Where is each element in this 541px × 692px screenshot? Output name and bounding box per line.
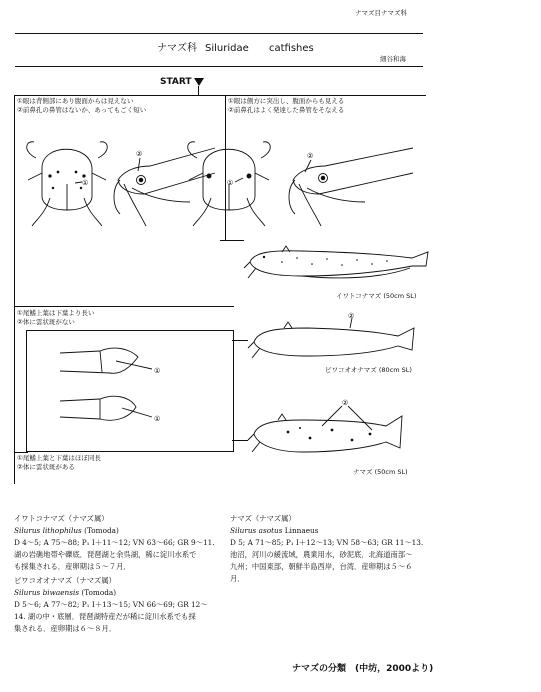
key-left-line — [14, 95, 15, 484]
title-rule-bottom — [15, 66, 423, 67]
couplet-d2: ②体に雲状斑がある — [17, 463, 75, 471]
species-label-iwatoko: イワトコナマズ (50cm SL) — [336, 292, 417, 300]
desc-heading-namazu: ナマズ（ナマズ属） — [230, 514, 296, 523]
couplet-a1: ①眼は背側部にあり腹面からは見えない — [17, 97, 134, 105]
desc-latin-namazu: Silurus asotus Linnaeus — [230, 526, 319, 535]
family-en: catfishes — [269, 43, 314, 54]
title-rule-top — [15, 33, 423, 34]
key-level2-line — [14, 306, 234, 307]
desc-line-namazu-4: 月． — [230, 574, 245, 583]
figure-caption: ナマズの分類 (中坊，2000より) — [292, 664, 434, 674]
couplet-b1: ①眼は側方に突出し、腹面からも見える — [228, 97, 345, 105]
desc-line-biwako-3: 集される．産卵期は６～８月． — [14, 624, 117, 633]
desc-latin-biwako: Silurus biwaensis (Tomoda) — [14, 588, 117, 597]
callout-1-right: ① — [227, 179, 234, 187]
callout-2-left: ② — [136, 150, 143, 158]
key-level2-line-b — [14, 452, 28, 453]
desc-heading-iwatoko: イワトコナマズ（ナマズ属） — [14, 514, 109, 523]
desc-line-namazu-1: D 5; A 71～85; P₁ I＋12～13; VN 58～63; GR 11～13. — [230, 538, 424, 547]
head-illustration-left — [20, 118, 220, 233]
desc-line-biwako-1: D 5～6; A 77～82; P₁ I＋13～15; VN 66～69; GR 12～ — [14, 600, 208, 609]
fish-illustration-iwatoko — [242, 238, 432, 288]
desc-line-namazu-2: 池沼，河川の緩流域，農業用水，砂泥底．北海道南部～ — [230, 550, 413, 559]
couplet-a2: ②前鼻孔の鼻管はないか、あってもごく短い — [17, 106, 147, 114]
head-illustration-right — [223, 118, 423, 233]
couplet-c2: ②体に雲状斑がない — [17, 318, 75, 326]
running-head: ナマズ目ナマズ科 — [355, 9, 407, 17]
desc-line-iwatoko-2: 湖の岩礁地帯や礫底．琵琶湖と余呉湖，稀に淀川水系で — [14, 550, 197, 559]
callout-2-right: ② — [307, 152, 314, 160]
desc-line-iwatoko-1: D 4～5; A 75～88; P₁ I＋11～12; VN 63～66; GR 9～11. — [14, 538, 215, 547]
start-label: START — [160, 77, 192, 87]
fish2-connector — [232, 340, 248, 341]
callout-2-biwako: ② — [348, 312, 355, 320]
couplet-b2: ②前鼻孔はよく発達した鼻管をそなえる — [228, 106, 345, 114]
fish-illustration-biwako — [248, 314, 418, 364]
callout-1-tail-top: ① — [154, 367, 161, 375]
desc-heading-biwako: ビワコオオナマズ（ナマズ属） — [14, 576, 116, 585]
species-label-biwako: ビワコオオナマズ (80cm SL) — [325, 366, 412, 374]
desc-latin-iwatoko: Silurus lithophilus (Tomoda) — [14, 526, 119, 535]
desc-line-namazu-3: 九州；中国東部，朝鮮半島西岸，台湾．産卵期は５～６ — [230, 562, 413, 571]
callout-2-namazu: ② — [342, 399, 349, 407]
fish1-connector — [220, 240, 244, 241]
couplet-c1: ①尾鰭上葉は下葉より長い — [17, 309, 95, 317]
key-stem — [198, 86, 199, 95]
family-latin: Siluridae — [205, 43, 249, 54]
desc-line-iwatoko-3: も採集される．産卵期は５～７月． — [14, 562, 131, 571]
desc-line-biwako-2: 14. 湖の中・底層．琵琶湖特産だが稀に淀川水系でも採 — [14, 612, 196, 621]
couplet-d1: ①尾鰭上葉と下葉はほぼ同長 — [17, 454, 101, 462]
callout-1-tail-bottom: ① — [154, 415, 161, 423]
tail-illustrations — [60, 335, 230, 445]
fish-illustration-namazu — [248, 398, 408, 458]
fish3-connector — [232, 440, 248, 441]
start-arrow-icon — [194, 78, 204, 86]
key-branch-line — [14, 95, 426, 96]
family-jp: ナマズ科 — [157, 43, 197, 54]
callout-1-left: ① — [82, 179, 89, 187]
species-label-namazu: ナマズ (50cm SL) — [353, 468, 408, 476]
author: 細谷和海 — [380, 55, 406, 63]
